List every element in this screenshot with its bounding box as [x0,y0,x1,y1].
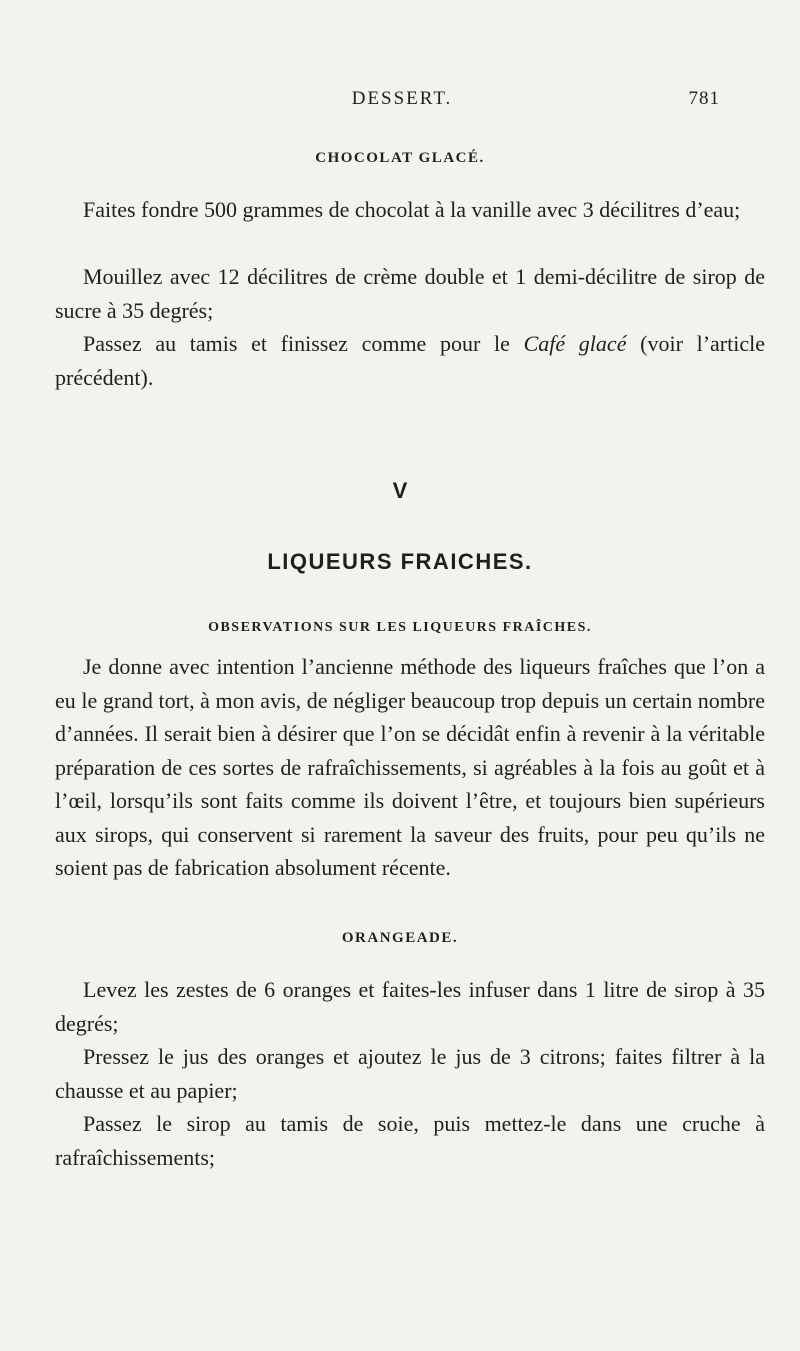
observations-title: OBSERVATIONS SUR LES LIQUEURS FRAÎCHES. [208,620,592,635]
chocolat-p3-text-end: (voir l’article précédent). [55,331,765,390]
orangeade-paragraph-2: Pressez le jus des oranges et ajoutez le jus de 3 citrons; faites filtrer à la chausse et au papier; [55,1044,765,1103]
chocolat-paragraph-3 [55,327,765,394]
orangeade-paragraph-1: Levez les zestes de 6 oranges et faites-les infuser dans 1 litre de sirop à 35 degrés; [55,977,765,1036]
chocolat-paragraph-2: Mouillez avec 12 décilitres de crème double et 1 demi-décilitre de sirop de sucre à 35 degrés; [55,264,765,323]
observations-paragraph: Je donne avec intention l’ancienne méthode des liqueurs fraîches que l’on a eu le grand tort, à mon avis, de négliger beaucoup trop depuis un certain nombre d’années. Il serait bien à désirer que l’on se décidât enfin à revenir à la véritable préparation de ces sortes de rafraîchissements, si agréables à la fois au goût et à l’œil, lorsqu’ils sont faits comme ils doivent l’être, et toujours bien supérieurs aux sirops, qui conservent si rarement la saveur des fruits, pour peu qu’ils ne soient pas de fabrication absolument récente. [55,654,765,880]
recipe-title-chocolat: CHOCOLAT GLACÉ. [315,150,485,166]
running-head: DESSERT. [351,88,453,109]
section-number: V [392,478,408,503]
section-title: LIQUEURS FRAICHES. [267,549,533,574]
chocolat-p3-text: Passez au tamis et finissez comme pour le [83,331,524,356]
chocolat-paragraph-1: Faites fondre 500 grammes de chocolat à la vanille avec 3 décilitres d’eau; [83,197,741,222]
recipe-title-orangeade: ORANGEADE. [341,930,459,946]
chocolat-p3-italic: Café glacé [523,331,627,356]
page-number: 781 [688,88,720,109]
orangeade-paragraph-3: Passez le sirop au tamis de soie, puis mettez-le dans une cruche à rafraîchissements; [55,1111,765,1170]
